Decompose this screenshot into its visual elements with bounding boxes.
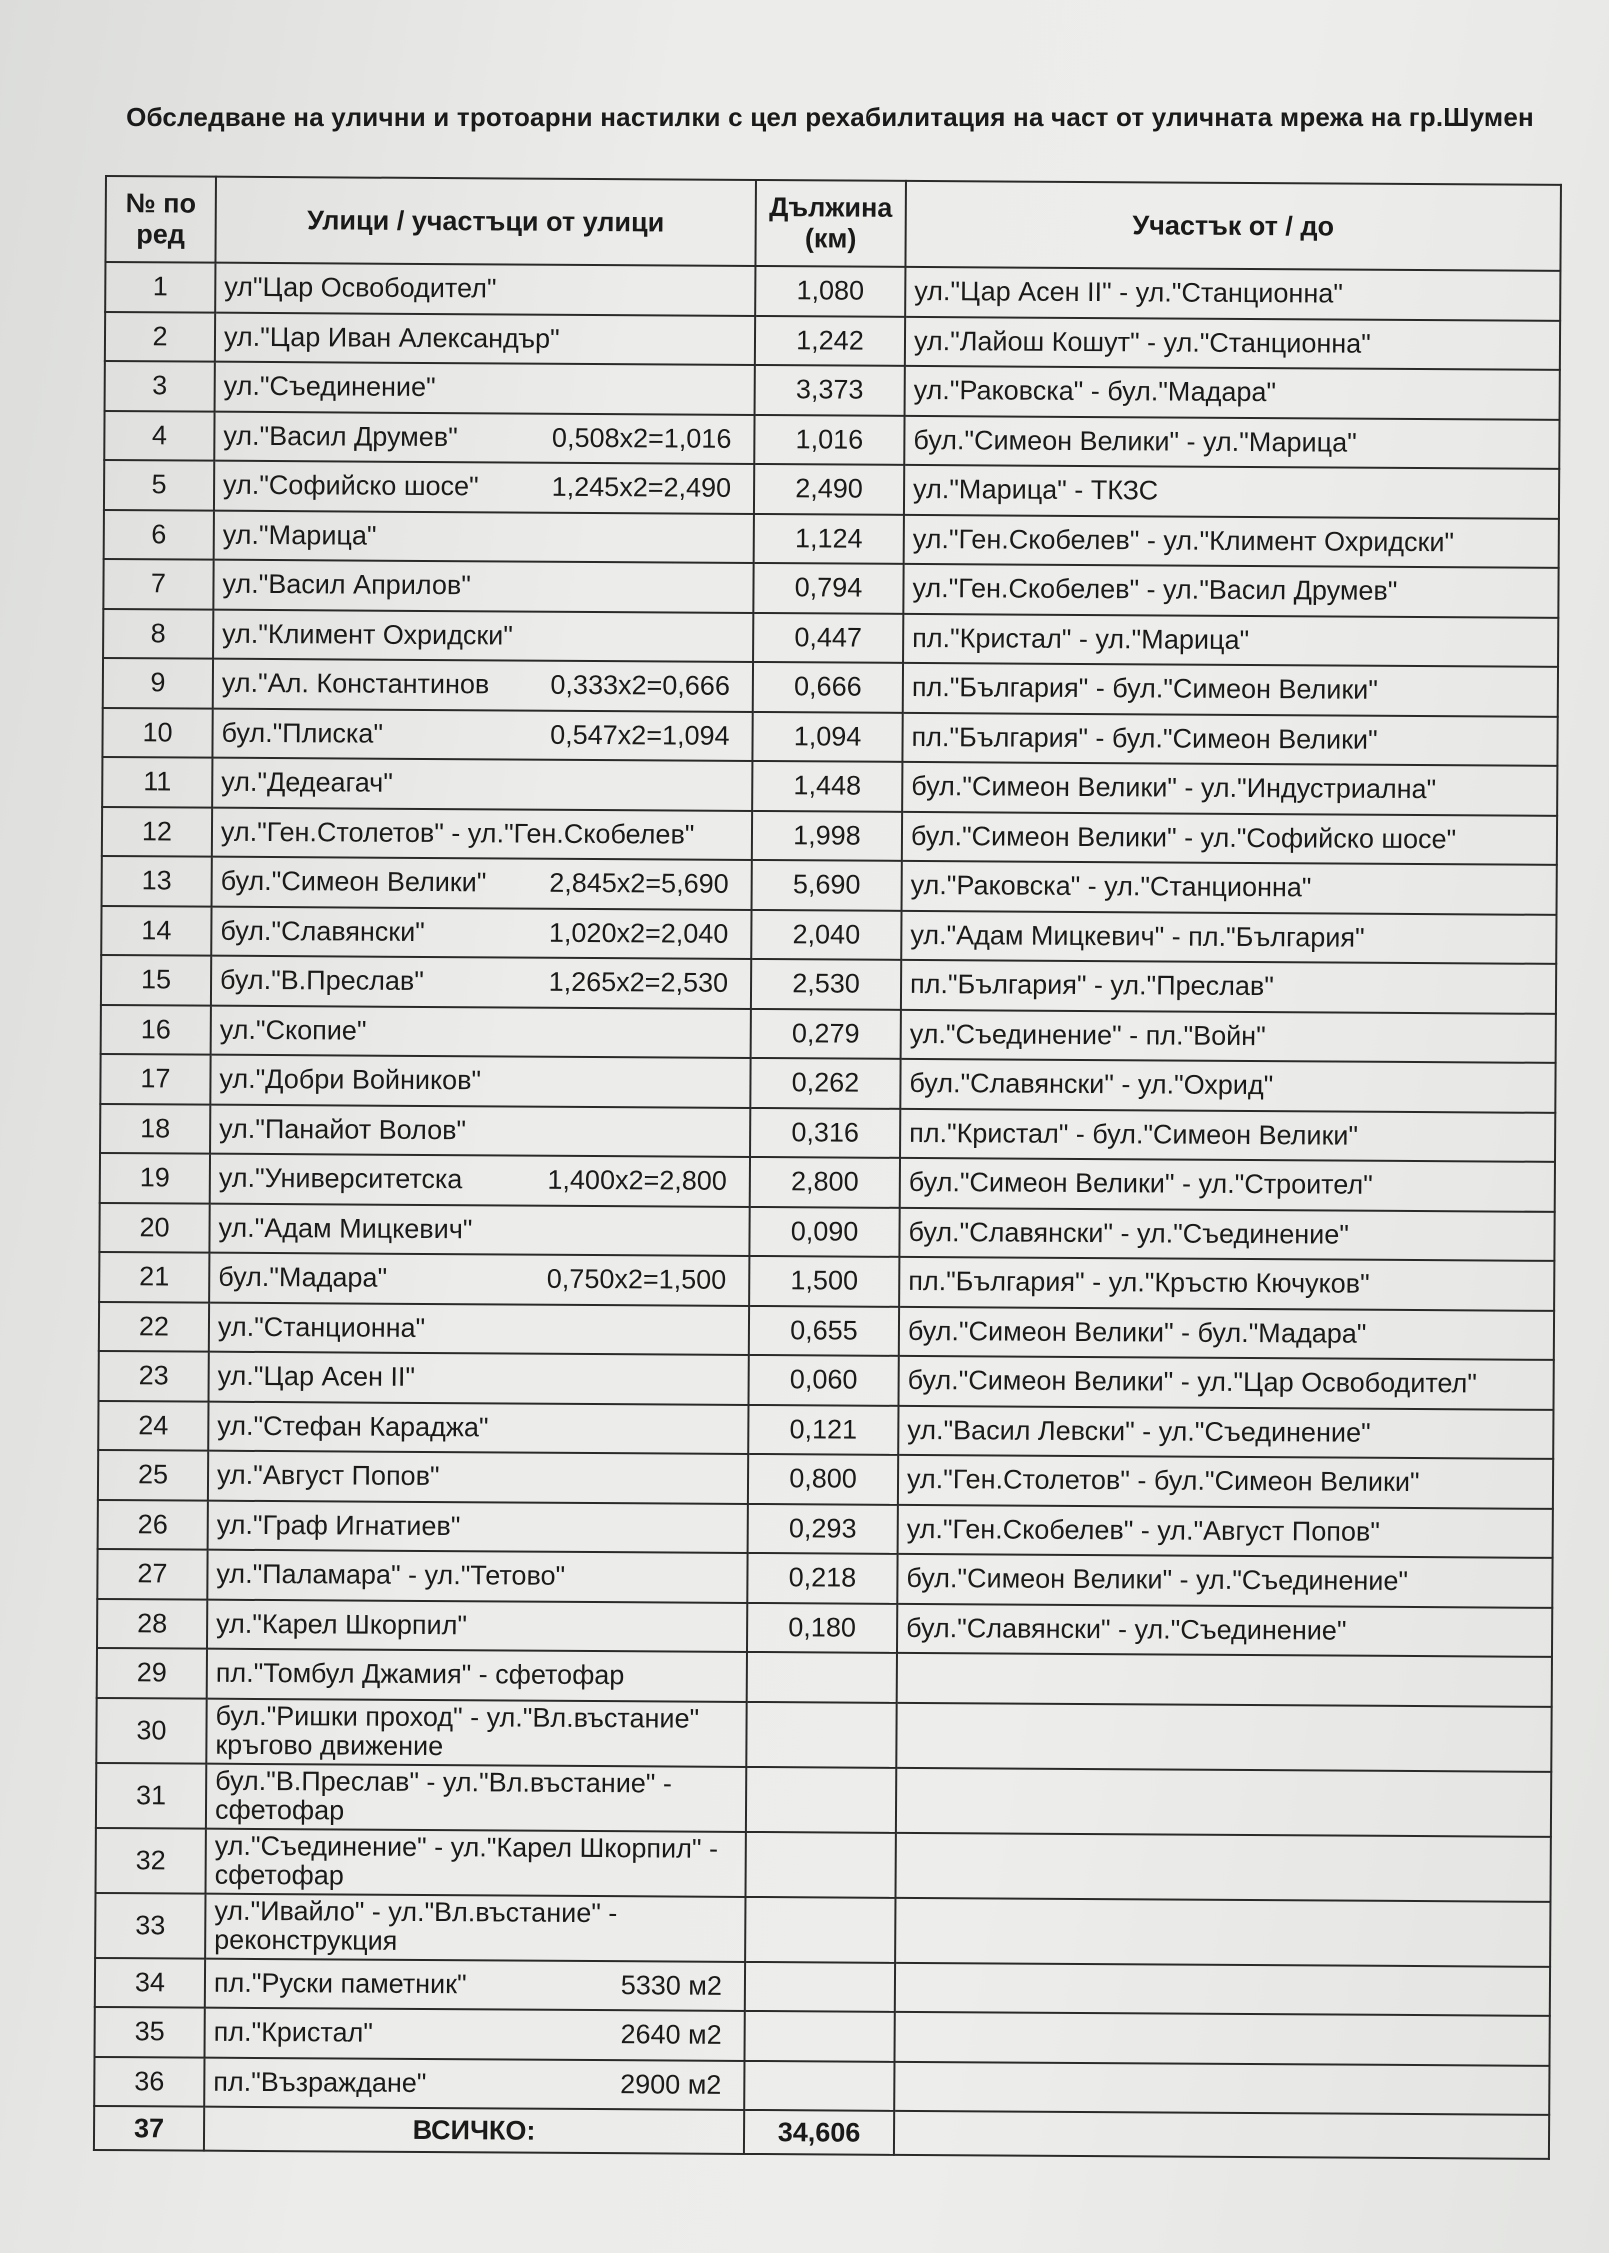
street-cell — [211, 906, 751, 959]
row-number: 15 — [101, 955, 211, 1005]
header-num: № по ред — [105, 176, 216, 263]
table-row — [104, 460, 1559, 518]
row-number: 23 — [99, 1351, 209, 1401]
street-name: ул."Ген.Столетов" - ул."Ген.Скобелев" — [220, 816, 695, 850]
street-calc: 2,845x2=5,690 — [549, 867, 729, 900]
street-name: бул."Симеон Велики" — [220, 865, 487, 898]
street-cell — [213, 659, 753, 712]
section-cell — [895, 1897, 1550, 1966]
street-name: ул."Панайот Волов" — [219, 1113, 467, 1145]
row-number: 29 — [97, 1648, 207, 1698]
row-number: 7 — [103, 559, 213, 609]
section-cell: ул."Марица" - ТКЗС — [904, 465, 1559, 519]
street-cell — [205, 1893, 745, 1961]
length-cell — [747, 1652, 897, 1702]
row-number: 24 — [98, 1400, 208, 1450]
street-cell — [204, 2057, 744, 2110]
length-cell: 0,121 — [748, 1404, 898, 1454]
row-number: 3 — [105, 361, 215, 411]
street-cell — [212, 758, 752, 811]
length-cell — [744, 2011, 894, 2061]
street-cell — [209, 1352, 749, 1405]
street-calc: 2900 м2 — [620, 2068, 722, 2100]
street-calc: 1,265x2=2,530 — [548, 966, 729, 999]
section-cell: ул."Ген.Столетов" - бул."Симеон Велики" — [898, 1455, 1553, 1509]
table-row — [95, 2007, 1550, 2065]
street-cell — [206, 1698, 746, 1766]
table-row — [99, 1351, 1554, 1409]
street-cell — [209, 1203, 749, 1256]
table-row — [98, 1450, 1553, 1508]
street-cell — [212, 857, 752, 910]
length-cell: 0,316 — [750, 1107, 900, 1157]
street-cell — [211, 956, 751, 1009]
street-cell — [205, 2008, 745, 2061]
table-row — [100, 1103, 1555, 1161]
section-cell: ул."Раковска" - бул."Мадара" — [905, 366, 1560, 420]
document-title: Обследване на улични и тротоарни настилки с цел рехабилитация на част от уличната мрежа на гр.Шумен — [126, 102, 1534, 132]
table-row — [95, 1892, 1550, 1966]
street-name: бул."Ришки проход" - ул."Вл.въстание" кръгово движение — [215, 1700, 700, 1762]
street-name: ул."Цар Иван Александър" — [223, 321, 560, 354]
table-row — [101, 905, 1556, 963]
street-cell — [215, 312, 755, 365]
row-number: 5 — [104, 460, 214, 510]
street-name: ул."Университетска — [218, 1162, 463, 1195]
length-cell — [744, 2060, 894, 2110]
length-cell: 0,666 — [753, 662, 903, 712]
table-row — [103, 559, 1558, 617]
street-calc: 5330 м2 — [620, 1969, 723, 2001]
street-cell — [209, 1253, 749, 1306]
length-cell: 5,690 — [752, 860, 902, 910]
row-number: 30 — [96, 1697, 206, 1763]
length-cell: 3,373 — [755, 365, 905, 415]
length-cell: 0,218 — [747, 1553, 897, 1603]
length-cell — [746, 1701, 896, 1767]
section-cell — [897, 1653, 1552, 1707]
table-row — [97, 1598, 1552, 1656]
length-cell: 0,262 — [750, 1058, 900, 1108]
street-cell — [215, 263, 755, 316]
street-cell — [209, 1302, 749, 1355]
row-number: 21 — [99, 1252, 209, 1302]
street-cell — [211, 1005, 751, 1058]
length-cell: 0,279 — [751, 1008, 901, 1058]
header-street: Улици / участъци от улици — [215, 177, 756, 266]
row-number: 26 — [98, 1499, 208, 1549]
section-cell: ул."Ген.Скобелев" - ул."Климент Охридски" — [904, 514, 1559, 568]
row-number: 10 — [102, 707, 212, 757]
section-cell: пл."Кристал" - ул."Марица" — [903, 613, 1558, 667]
table-row — [100, 1153, 1555, 1211]
row-number: 35 — [95, 2007, 205, 2057]
street-name: ул."Стефан Караджа" — [217, 1410, 489, 1443]
length-cell — [745, 1961, 895, 2011]
length-cell: 1,124 — [754, 513, 904, 563]
table-row — [105, 262, 1560, 320]
row-number: 9 — [103, 658, 213, 708]
length-cell: 0,800 — [748, 1454, 898, 1504]
table-row — [95, 1957, 1550, 2015]
length-cell: 0,293 — [748, 1503, 898, 1553]
street-cell — [206, 1828, 746, 1896]
section-cell: бул."Симеон Велики" - ул."Индустриална" — [902, 762, 1557, 816]
street-calc: 0,547x2=1,094 — [550, 719, 730, 751]
section-cell: ул."Васил Левски" - ул."Съединение" — [898, 1405, 1553, 1459]
street-cell — [208, 1401, 748, 1454]
row-number: 2 — [105, 312, 215, 362]
street-name: ул."Софийско шосе" — [223, 469, 479, 502]
street-name: ул."Васил Друмев" — [223, 420, 458, 452]
length-cell: 0,655 — [749, 1305, 899, 1355]
street-name: ул."Ал. Константинов — [221, 667, 490, 700]
street-name: ул."Добри Войников" — [219, 1063, 482, 1096]
street-cell — [214, 411, 754, 464]
table-row — [96, 1697, 1551, 1771]
table-row — [105, 312, 1560, 370]
street-cell — [207, 1550, 747, 1603]
section-cell — [894, 2012, 1549, 2066]
length-cell: 1,080 — [755, 266, 905, 316]
table-row — [99, 1202, 1554, 1260]
length-cell: 1,094 — [752, 711, 902, 761]
street-name: ул."Дедеагач" — [221, 766, 393, 799]
street-name: пл."Възраждане" — [213, 2066, 427, 2098]
street-name: ул."Станционна" — [217, 1311, 426, 1343]
street-cell — [213, 560, 753, 613]
section-cell: ул."Цар Асен II" - ул."Станционна" — [905, 267, 1560, 321]
row-number: 31 — [96, 1762, 206, 1828]
street-name: ул."Марица" — [222, 519, 377, 551]
street-name: ул."Август Попов" — [216, 1459, 440, 1492]
street-cell — [215, 362, 755, 415]
table-row — [99, 1301, 1554, 1359]
length-cell: 2,800 — [750, 1157, 900, 1207]
total-label: ВСИЧКО: — [204, 2107, 744, 2154]
section-cell — [895, 1832, 1550, 1901]
length-cell: 1,500 — [749, 1256, 899, 1306]
section-cell: пл."България" - бул."Симеон Велики" — [902, 712, 1557, 766]
section-cell — [896, 1702, 1551, 1771]
row-number: 12 — [102, 806, 212, 856]
street-cell — [206, 1763, 746, 1831]
section-cell: бул."Симеон Велики" - ул."Софийско шосе" — [902, 811, 1557, 865]
section-cell: бул."Симеон Велики" - ул."Цар Освободител" — [898, 1356, 1553, 1410]
row-number: 17 — [100, 1054, 210, 1104]
table-row — [98, 1400, 1553, 1458]
length-cell — [745, 1896, 895, 1962]
streets-table — [93, 175, 1562, 2160]
table-row — [101, 1004, 1556, 1062]
section-cell: бул."Славянски" - ул."Съединение" — [899, 1207, 1554, 1261]
header-section: Участък от / до — [905, 181, 1561, 271]
table-row — [100, 1054, 1555, 1112]
length-cell: 1,998 — [752, 810, 902, 860]
row-number: 20 — [99, 1202, 209, 1252]
row-number: 4 — [104, 411, 214, 461]
row-number: 22 — [99, 1301, 209, 1351]
section-cell: ул."Ген.Скобелев" - ул."Август Попов" — [898, 1504, 1553, 1558]
street-name: ул."Съединение" — [223, 370, 436, 403]
table-row — [104, 411, 1559, 469]
row-number: 25 — [98, 1450, 208, 1500]
table-row — [102, 757, 1557, 815]
table-row — [103, 608, 1558, 666]
row-number: 19 — [100, 1153, 210, 1203]
section-cell — [896, 1767, 1551, 1836]
length-cell: 2,530 — [751, 959, 901, 1009]
row-number: 16 — [101, 1004, 211, 1054]
length-cell: 2,040 — [751, 909, 901, 959]
table-row — [99, 1252, 1554, 1310]
street-name: бул."В.Преслав" — [219, 964, 424, 997]
row-number: 8 — [103, 608, 213, 658]
length-cell: 1,016 — [754, 414, 904, 464]
row-number: 6 — [104, 509, 214, 559]
table-row — [101, 955, 1556, 1013]
total-row — [94, 2106, 1549, 2159]
street-name: пл."Кристал" — [213, 2016, 373, 2048]
street-calc: 1,400x2=2,800 — [547, 1164, 727, 1197]
street-name: пл."Томбул Джамия" - сфетофар — [215, 1657, 625, 1691]
table-body — [94, 262, 1561, 2159]
section-cell: бул."Симеон Велики" - ул."Съединение" — [897, 1554, 1552, 1608]
length-cell: 0,060 — [749, 1355, 899, 1405]
street-name: ул."Скопие" — [219, 1014, 367, 1046]
length-cell — [746, 1766, 896, 1832]
street-cell — [207, 1599, 747, 1652]
section-cell: пл."Кристал" - бул."Симеон Велики" — [900, 1108, 1555, 1162]
total-length: 34,606 — [744, 2110, 894, 2155]
street-cell — [212, 708, 752, 761]
section-cell: бул."Славянски" - ул."Охрид" — [900, 1059, 1555, 1113]
section-cell: ул."Адам Мицкевич" - пл."България" — [901, 910, 1556, 964]
street-cell — [210, 1055, 750, 1108]
length-cell: 1,242 — [755, 315, 905, 365]
street-name: пл."Руски паметник" — [213, 1967, 467, 1999]
street-name: ул."Климент Охридски" — [222, 618, 513, 651]
street-cell — [214, 461, 754, 514]
row-number: 18 — [100, 1103, 210, 1153]
row-number: 36 — [94, 2056, 204, 2106]
length-cell: 0,090 — [749, 1206, 899, 1256]
row-number: 11 — [102, 757, 212, 807]
street-name: ул."Цар Асен II" — [217, 1360, 416, 1393]
table-row — [97, 1549, 1552, 1607]
table-row — [102, 707, 1557, 765]
street-cell — [212, 807, 752, 860]
row-number: 14 — [101, 905, 211, 955]
row-number: 1 — [105, 262, 215, 312]
row-number: 28 — [97, 1598, 207, 1648]
street-name: бул."Плиска" — [221, 717, 384, 749]
length-cell: 0,794 — [753, 563, 903, 613]
section-cell: бул."Славянски" - ул."Съединение" — [897, 1603, 1552, 1657]
row-number: 27 — [97, 1549, 207, 1599]
street-calc: 1,245x2=2,490 — [551, 471, 732, 504]
table-row — [102, 856, 1557, 914]
street-name: ул."Адам Мицкевич" — [218, 1212, 473, 1245]
header-length: Дължина (км) — [755, 180, 906, 267]
street-cell — [205, 1958, 745, 2011]
street-cell — [208, 1500, 748, 1553]
table-row — [96, 1827, 1551, 1901]
length-cell: 1,448 — [752, 761, 902, 811]
row-number: 13 — [102, 856, 212, 906]
street-cell — [207, 1649, 747, 1702]
street-name: ул."Граф Игнатиев" — [216, 1509, 461, 1541]
row-number: 33 — [95, 1892, 205, 1958]
total-section — [894, 2111, 1549, 2159]
street-cell — [208, 1451, 748, 1504]
street-name: ул."Съединение" - ул."Карел Шкорпил" - сфетофар — [214, 1830, 719, 1891]
table-row — [94, 2056, 1549, 2114]
section-cell: ул."Раковска" - ул."Станционна" — [902, 861, 1557, 915]
row-number: 32 — [96, 1827, 206, 1893]
street-name: ул."Паламара" - ул."Тетово" — [216, 1558, 566, 1592]
table-row — [97, 1648, 1552, 1706]
length-cell — [745, 1831, 895, 1897]
section-cell: пл."България" - бул."Симеон Велики" — [903, 663, 1558, 717]
table-row — [104, 509, 1559, 567]
street-cell — [214, 510, 754, 563]
street-calc: 0,333x2=0,666 — [550, 669, 730, 702]
street-name: бул."Мадара" — [218, 1261, 388, 1293]
street-calc: 0,508x2=1,016 — [551, 422, 732, 454]
street-cell — [210, 1104, 750, 1157]
length-cell: 2,490 — [754, 464, 904, 514]
street-name: ул."Васил Априлов" — [222, 568, 471, 601]
street-calc: 0,750x2=1,500 — [546, 1263, 727, 1296]
street-cell — [213, 609, 753, 662]
section-cell — [894, 2061, 1549, 2115]
table-header-row — [105, 176, 1560, 271]
section-cell: бул."Симеон Велики" - бул."Мадара" — [899, 1306, 1554, 1360]
table-row — [105, 361, 1560, 419]
table-row — [96, 1762, 1551, 1836]
section-cell: бул."Симеон Велики" - ул."Марица" — [904, 415, 1559, 469]
street-name: ул"Цар Освободител" — [224, 271, 497, 304]
street-cell — [210, 1154, 750, 1207]
row-number: 34 — [95, 1957, 205, 2007]
street-name: ул."Ивайло" - ул."Вл.въстание" - реконструкция — [214, 1895, 618, 1956]
table-row — [102, 806, 1557, 864]
street-calc: 2640 м2 — [620, 2019, 722, 2051]
section-cell: ул."Лайош Кошут" - ул."Станционна" — [905, 316, 1560, 370]
section-cell: ул."Съединение" - пл."Войн" — [901, 1009, 1556, 1063]
section-cell: пл."България" - ул."Преслав" — [901, 960, 1556, 1014]
table-row — [98, 1499, 1553, 1557]
street-name: бул."В.Преслав" - ул."Вл.въстание" - сфетофар — [214, 1765, 673, 1826]
section-cell — [895, 1962, 1550, 2016]
total-number: 37 — [94, 2106, 204, 2151]
street-calc: 1,020x2=2,040 — [548, 917, 729, 949]
length-cell: 0,180 — [747, 1602, 897, 1652]
length-cell: 0,447 — [753, 612, 903, 662]
street-name: ул."Карел Шкорпил" — [216, 1608, 468, 1640]
section-cell: бул."Симеон Велики" - ул."Строител" — [900, 1158, 1555, 1212]
section-cell: пл."България" - ул."Кръстю Кючуков" — [899, 1257, 1554, 1311]
street-name: бул."Славянски" — [220, 915, 425, 947]
table-row — [103, 658, 1558, 716]
section-cell: ул."Ген.Скобелев" - ул."Васил Друмев" — [903, 564, 1558, 618]
